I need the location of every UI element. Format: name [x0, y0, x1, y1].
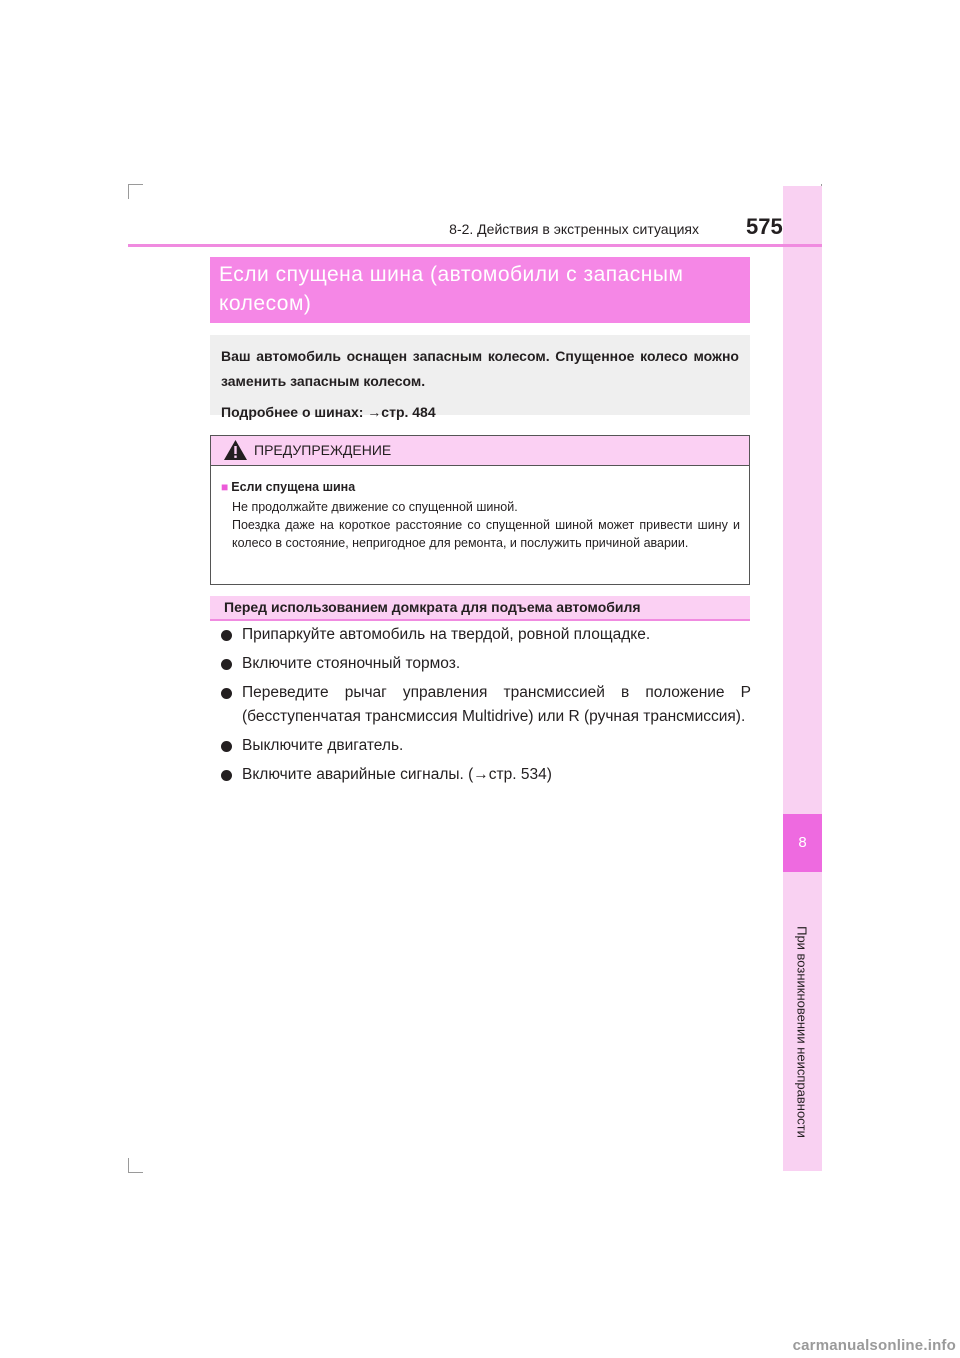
list-item: [219, 652, 751, 676]
square-bullet-icon: ■: [221, 480, 229, 494]
warning-subhead: [221, 479, 740, 495]
crop-mark-bottom-horizontal: [128, 1172, 143, 1173]
chapter-number: 8: [783, 814, 822, 872]
intro-box: [210, 335, 750, 420]
list-item: [219, 681, 751, 729]
chapter-title-vertical: При возникновении неисправности: [794, 926, 810, 1138]
step-text-3: Переведите рычаг управления трансмиссией в положение P (бесступенчатая трансмиссия Multidrive) или R (ручная трансмиссия).: [242, 684, 751, 725]
steps-list: [219, 623, 751, 792]
arrow-icon: →: [367, 404, 382, 420]
list-item: [219, 734, 751, 758]
bullet-dot-icon: [221, 659, 232, 670]
step-text-5: Включите аварийные сигналы. (→стр. 534): [242, 766, 552, 783]
bullet-dot-icon: [221, 770, 232, 781]
intro-ref-page-link[interactable]: стр. 484: [381, 404, 436, 420]
warning-box: [210, 435, 750, 585]
warning-header: [211, 436, 749, 466]
section-heading: Перед использованием домкрата для подъема автомобиля: [210, 596, 750, 621]
page-title-line-2: колесом): [219, 292, 312, 315]
crop-mark-bottom-vertical: [128, 1158, 129, 1173]
warning-body: [211, 466, 749, 552]
list-item: [219, 623, 751, 647]
warning-subhead-text: Если спущена шина: [231, 480, 356, 494]
page-number: 575: [746, 214, 783, 239]
step-text-1: Припаркуйте автомобиль на твердой, ровной площадке.: [242, 626, 651, 643]
crop-mark-top-vertical: [128, 184, 129, 199]
list-item: [219, 763, 751, 787]
bullet-dot-icon: [221, 688, 232, 699]
step-text-4: Выключите двигатель.: [242, 737, 404, 754]
page-title-line-1: Если спущена шина (автомобили с запасным: [219, 263, 684, 286]
crop-mark-top-horizontal: [128, 184, 143, 185]
watermark: carmanualsonline.info: [792, 1337, 956, 1354]
page-title: [210, 257, 750, 323]
header-rule: [128, 244, 822, 247]
warning-text-1: Не продолжайте движение со спущенной шиной.: [232, 500, 518, 514]
intro-ref-label: Подробнее о шинах:: [221, 404, 368, 420]
running-head: 8-2. Действия в экстренных ситуациях: [449, 221, 699, 237]
intro-reference: [221, 400, 739, 425]
warning-label: ПРЕДУПРЕЖДЕНИЕ: [254, 442, 392, 458]
warning-text-2: Поездка даже на короткое расстояние со спущенной шиной может привести шину и колесо в состояние, непригодное для ремонта, и послужить причиной аварии.: [232, 518, 740, 550]
intro-text: Ваш автомобиль оснащен запасным колесом. Спущенное колесо можно заменить запасным колесом.: [221, 348, 739, 389]
bullet-dot-icon: [221, 741, 232, 752]
warning-triangle-icon: [223, 439, 248, 461]
bullet-dot-icon: [221, 630, 232, 641]
step-text-2: Включите стояночный тормоз.: [242, 655, 461, 672]
